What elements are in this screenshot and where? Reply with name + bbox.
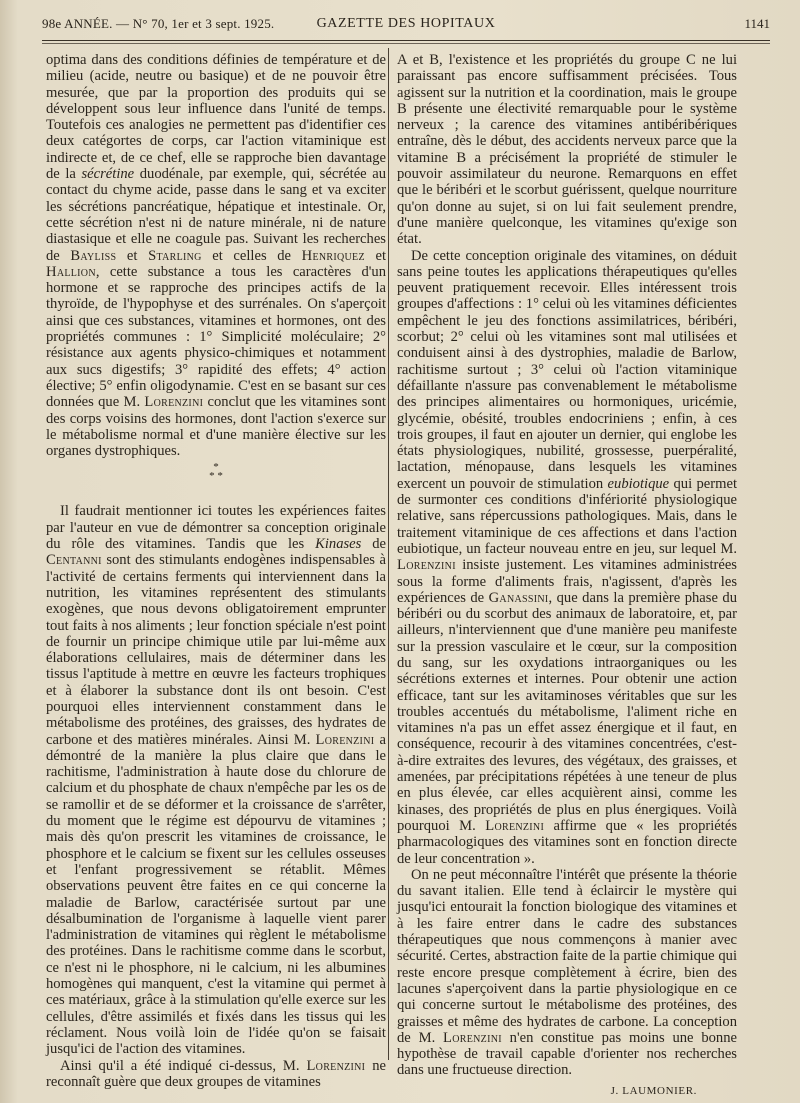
- author-name: Starling: [148, 247, 202, 264]
- paragraph: Il faudrait mentionner ici toutes les expériences faites par l'auteur en vue de démontrer sa conception originale du rôle des vitamines. Tandis que les Kinases de Centanni sont des stimulants endogènes indispensables à l'activité de certains ferments qui interviennent dans la nutrition, les vitamines représentent des stimulants exogènes, que nous devons obligatoirement emprunter tout faits à nos aliments ; leur fonction spéciale n'est point de fournir un principe chimique utile par lui-même aux élaborations cellulaires, mais de déterminer dans les tissus l'aptitude à mettre en œuvre les facteurs trophiques et à élaborer la substance dont ils ont besoin. C'est pourquoi elles interviennent constamment dans le métabolisme des protéines, des graisses, des hydrates de carbone et des matières minérales. Ainsi M. Lorenzini a démontré de la manière la plus claire que dans le rachitisme, l'administration à haute dose du chlorure de calcium et du phosphate de chaux n'empêche par les os de se ramollir et de se déformer et la croissance de s'arrêter, du moment que le régime est dépourvu de vitamines ; mais dès qu'on prescrit les vitamines de croissance, le phosphore et le calcium se fixent sur les cellules osseuses et l'enfant progressivement se rétablit. Mêmes observations peuvent être faites en ce qui concerne la maladie de Barlow, caractérisée surtout par une désalbumination de l'organisme à laquelle vient parer l'administration de vitamines qui règlent le métabolisme des protéines. Dans le rachitisme comme dans le scorbut, ce n'est ni le phosphore, ni le calcium, ni les albumines homogènes qui manquent, c'est la vitamine qui permet à ces matériaux, grâce à la stimulation qu'elle exerce sur les cellules, d'être assimilés et fixés dans les tissus qui les réclament. Nous voilà loin de l'idée qu'on se faisait jusqu'ici de l'action des vitamines.: [46, 503, 386, 1058]
- publication-title: GAZETTE DES HOPITAUX: [316, 16, 496, 31]
- paragraph: On ne peut méconnaître l'intérêt que présente la théorie du savant italien. Elle tend à éclaircir le mystère qui jusqu'ici entourait la fonction biologique des vitamines et à les faire entrer dans le cadre des substances thérapeutiques que nous commençons à manier avec sécurité. Certes, abstraction faite de la partie chimique qui reste encore presque complètement à écrire, bien des lacunes s'aperçoivent dans la partie physiologique en ce qui concerne surtout le métabolisme des protéines, des graisses et même des hydrates de carbone. La conception de M. Lorenzini n'en constitue pas moins une bonne hypothèse de travail capable d'orienter nos recherches dans une fructueuse direction.: [397, 866, 737, 1079]
- author-name: Lorenzini: [485, 817, 545, 834]
- column-separator: [388, 48, 389, 1060]
- author-name: Lorenzini: [443, 1029, 502, 1046]
- author-name: Centanni: [46, 552, 102, 569]
- author-name: Lorenzini: [306, 1057, 366, 1074]
- author-name: Lorenzini: [144, 394, 204, 411]
- header-rule-thin: [42, 43, 770, 44]
- author-name: Lorenzini: [397, 557, 456, 574]
- author-name: Ganassini: [488, 589, 549, 606]
- right-column: [397, 52, 737, 1099]
- signature: J. LAUMONIER.: [610, 1084, 697, 1097]
- paragraph: Ainsi qu'il a été indiqué ci-dessus, M. Lorenzini ne reconnaît guère que deux groupes de vitamines: [46, 1057, 386, 1090]
- issue-info: 98e ANNÉE. — N° 70, 1er et 3 sept. 1925.: [42, 16, 275, 31]
- page-header: [42, 12, 770, 38]
- paragraph: De cette conception originale des vitamines, on déduit sans peine toutes les applications thérapeutiques qu'elles peuvent pratiquement recevoir. Elles intéressent trois groupes d'affections : 1° celui où les vitamines déficientes empêchent le jeu des fonctions assimilatrices, béribéri, scorbut; 2° celui où les vitamines sont mal utilisées et conduisent ainsi à des dystrophies, maladie de Barlow, rachitisme surtout ; 3° celui où l'action vitaminique défaillante n'assure pas convenablement le métabolisme des principes alimentaires ou hormoniques, uricémie, glycémie, obésité, troubles endocriniens ; enfin, à ces trois groupes, il faut en ajouter un dernier, qui englobe les états physiologiques, nubilité, grossesse, puerpéralité, lactation, ménopause, dans lesquels les vitamines exercent un pouvoir de stimulation eubiotique qui permet de surmonter ces conditions d'infériorité physiologique relative, sans répercussions pathologiques. Mais, dans le traitement vitaminique de ces affections et dans l'action eubiotique, un facteur nouveau entre en jeu, sur lequel M. Lorenzini insiste justement. Les vitamines administrées sous la forme d'aliments frais, n'agissent, d'après les expériences de Ganassini, que dans la première phase du béribéri ou du scorbut des animaux de laboratoire, et, par ailleurs, n'interviennent que d'une manière peu manifeste sur la pression vasculaire et le cœur, sur la composition du sang, sur les oxydations intraorganiques ou les sécrétions externes et internes. Pour obtenir une action efficace, tant sur les avitaminoses véritables que sur les troubles accentués du métabolisme, l'aliment riche en vitamines n'a pas un effet assez énergique et il faut, en conséquence, recourir à des vitamines concentrées, c'est-à-dire extraites des levures, des végétaux, des graisses, et amenées, par précipitations répétées à une teneur de plus en plus élevée, car elles acquièrent ainsi, comme les kinases, des propriétés de plus en plus énergiques. Voilà pourquoi M. Lorenzini affirme que « les propriétés pharmacologiques des vitamines sont en fonction directe de leur concentration ».: [397, 247, 737, 867]
- paragraph: optima dans des conditions définies de température et de milieu (acide, neutre ou basique) et de ne pouvoir être mesurée, que par la proportion des produits qui se développent sous leur influence dans l'unité de temps. Toutefois ces analogies ne permettent pas d'identifier ces deux catégortes de corps, car l'action vitaminique est indirecte et, de ce chef, elle se rapproche bien davantage de la sécrétine duodénale, par exemple, qui, sécrétée au contact du chyme acide, passe dans le sang et va exciter les sécrétions pancréatique, hépatique et intestinale. Or, cette sécrétion n'est ni de nature minérale, ni de nature diastasique et elle ne coagule pas. Suivant les recherches de Bayliss et Starling et celles de Henriquez et Hallion, cette substance a tous les caractères d'un hormone et se rapproche des principes actifs de la thyroïde, de l'hypophyse et des surrénales. On s'aperçoit ainsi que ces substances, vitamines et hormones, ont des propriétés communes : 1° Simplicité moléculaire; 2° résistance aux agents physico-chimiques et notamment aux sucs digestifs; 3° rapidité des effets; 4° action élective; 5° enfin oligodynamie. C'est en se basant sur ces données que M. Lorenzini conclut que les vitamines sont des corps voisins des hormones, dont l'action s'exerce sur le métabolisme normal et d'une manière élective sur les organes dystrophiques.: [46, 52, 386, 460]
- paragraph: A et B, l'existence et les propriétés du groupe C ne lui paraissant pas encore suffisamment précisées. Tous agissent sur la nutrition et la coordination, mais le groupe B présente une électivité remarquable pour le système nerveux ; la carence des vitamines antibéribériques entraîne, dès le début, des accidents nerveux parce que la vitamine B a précisément la propriété de stimuler le pouvoir assimilateur du neurone. Remarquons en effet que le béribéri et le scorbut guérissent, quelque nourriture qu'on donne au sujet, si on lui fait seulement prendre, d'une manière quelconque, les vitamines qu'exige son état.: [397, 52, 737, 248]
- author-name: Hallion: [46, 263, 96, 280]
- left-column: [46, 52, 386, 1090]
- header-rule: [42, 40, 770, 41]
- page-number: 1141: [744, 16, 770, 31]
- section-separator-stars: * * *: [209, 461, 223, 483]
- author-name: Henriquez: [301, 247, 365, 264]
- author-name: Lorenzini: [315, 731, 375, 748]
- author-name: Bayliss: [70, 247, 117, 264]
